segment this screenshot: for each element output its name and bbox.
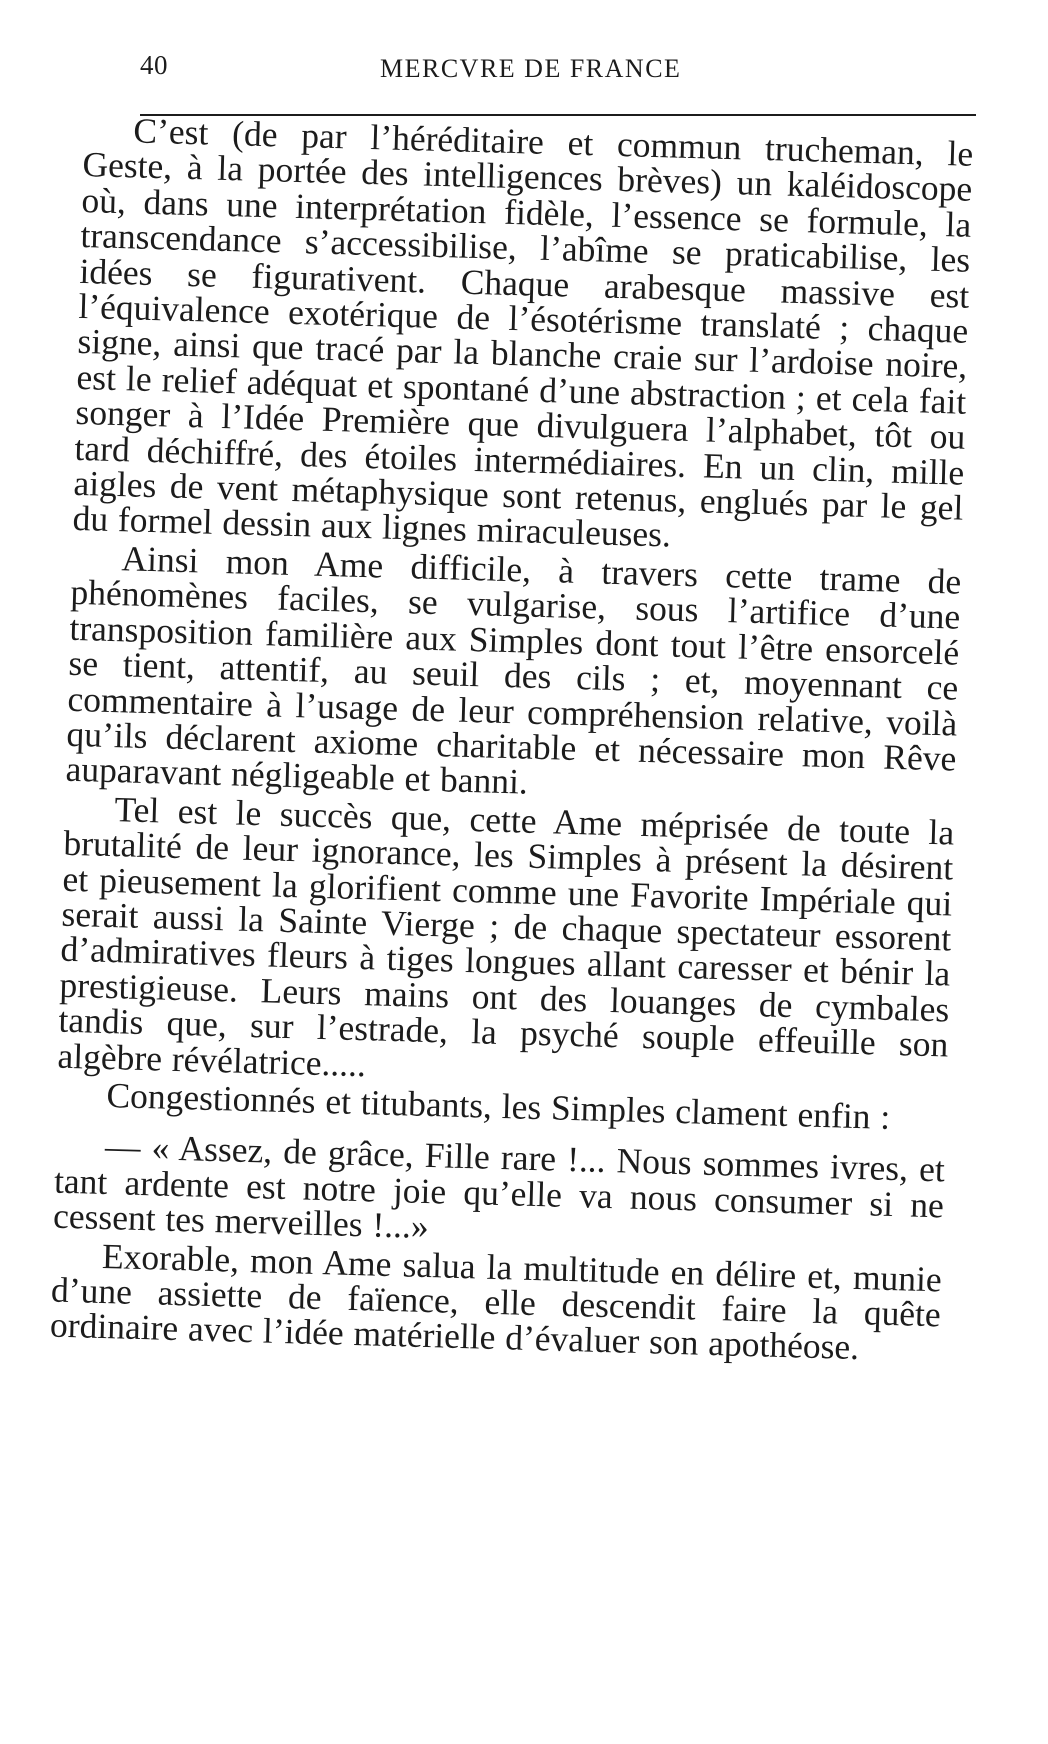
paragraph-4: Congestionnés et titubants, les Simples clament enfin : (106, 1074, 891, 1137)
paragraph-2: Ainsi mon Ame difficile, à travers cette trame de phénomènes faciles, se vulgarise, sous l’artifice d’une transposition familière aux Simples dont tout l’être ensorcelé se tient, attentif, au seuil des cils ; et, moyennant ce commentaire à l’usage de leur compréhension relative, voilà qu’ils déclarent axiome charitable et nécessaire mon Rêve auparavant négligeable et banni. (65, 538, 962, 802)
paragraph-3: Tel est le succès que, cette Ame méprisée de toute la brutalité de leur ignorance, les Simples à présent la désirent et pieusement la glorifient comme une Favorite Impériale qui serait aussi la Sainte Vierge ; de chaque spectateur essorent d’admiratives fleurs à tiges longues allant caresser et bénir la prestigieuse. Leurs mains ont des louanges de cymbales tandis que, sur l’estrade, la psyché souple effeuille son algèbre révélatrice..... (57, 788, 955, 1084)
page-number: 40 (140, 50, 168, 80)
paragraph-6: Exorable, mon Ame salua la multitude en délire et, munie d’une assiette de faïence, elle descendit faire la quête ordinaire avec l’idée matérielle d’évaluer son apothéose. (49, 1235, 943, 1368)
paragraph-5-dialogue: — « Assez, de grâce, Fille rare !... Nous sommes ivres, et tant ardente est notre joie qu’elle va nous consumer si ne cessent tes merveilles !...» (52, 1126, 946, 1247)
paragraph-1: C’est (de par l’héréditaire et commun trucheman, le Geste, à la portée des intelligences brèves) un kaléidoscope où, dans une interprétation fidèle, l’essence se formule, la transcendance s’accessibilise, l’abîme se praticabilise, les idées se figurativent. Chaque arabesque massive est l’équivalence exotérique de l’ésotérisme translaté ; chaque signe, ainsi que tracé par la blanche craie sur l’ardoise noire, est le relief adéquat et spontané d’une abstraction ; et cela fait songer à l’Idée Première que divulguera l’alphabet, tôt ou tard déchiffré, des étoiles intermédiaires. En un clin, mille aigles de vent métaphysique sont retenus, englués par le gel du formel dessin aux lignes miraculeuses. (72, 110, 974, 556)
body-text (50, 112, 974, 1368)
page-header (140, 44, 980, 88)
running-title: MERCVRE DE FRANCE (380, 54, 682, 83)
